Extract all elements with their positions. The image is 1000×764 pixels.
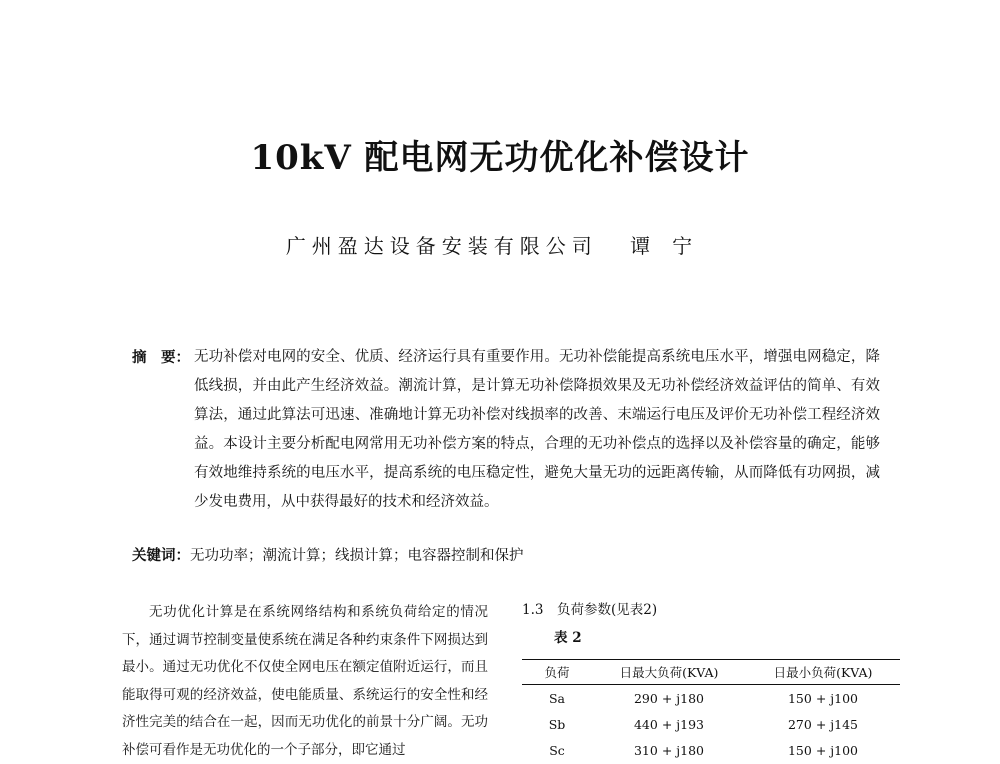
table-row: [522, 737, 900, 763]
affiliation: 广州盈达设备安装有限公司: [285, 234, 598, 258]
table-row: [522, 685, 900, 712]
table-cell: 440 + j193: [633, 716, 704, 732]
table-cell: 310 + j180: [633, 742, 704, 758]
table-header: 日最大负荷(KVA): [592, 660, 746, 685]
right-column: [522, 599, 900, 763]
author: 谭宁: [630, 234, 715, 258]
keywords-text: 无功功率；潮流计算；线损计算；电容器控制和保护: [190, 548, 524, 564]
table-caption: 表 2: [554, 630, 582, 646]
keywords-label: 关键词：: [132, 547, 190, 564]
table-cell: Sb: [548, 716, 566, 732]
table-header-row: [522, 660, 900, 685]
abstract-label: 摘 要：: [132, 349, 190, 366]
load-parameters-table: [522, 659, 900, 763]
table-header: 负荷: [522, 660, 592, 685]
body-paragraph: 无功优化计算是在系统网络结构和系统负荷给定的情况下，通过调节控制变量使系统在满足各种约束条件下网损达到最小。通过无功优化不仅使全网电压在额定值附近运行，而且能取得可观的经济效益，使电能质量、系统运行的安全性和经济性完美的结合在一起，因而无功优化的前景十分广阔。无功补偿可看作是无功优化的一个子部分，即它通过: [122, 604, 488, 758]
table-cell: 150 + j100: [787, 742, 858, 758]
table-cell: 290 + j180: [633, 690, 704, 706]
table-cell: 150 + j100: [787, 690, 858, 706]
abstract-text: 无功补偿对电网的安全、优质、经济运行具有重要作用。无功补偿能提高系统电压水平，增强电网稳定，降低线损，并由此产生经济效益。潮流计算，是计算无功补偿降损效果及无功补偿经济效益评估的简单、有效算法，通过此算法可迅速、准确地计算无功补偿对线损率的改善、末端运行电压及评价无功补偿工程经济效益。本设计主要分析配电网常用无功补偿方案的特点，合理的无功补偿点的选择以及补偿容量的确定，能够有效地维持系统的电压水平，提高系统的电压稳定性，避免大量无功的远距离传输，从而降低有功网损，减少发电费用，从中获得最好的技术和经济效益。: [194, 349, 880, 510]
byline: [0, 230, 1000, 259]
table-cell: Sc: [549, 742, 565, 758]
paper-title: 10kV 配电网无功优化补偿设计: [250, 138, 750, 178]
keywords: [132, 544, 880, 568]
section-heading: 1.3 负荷参数(见表2): [522, 602, 658, 618]
table-cell: Sa: [548, 690, 565, 706]
table-cell: 270 + j145: [787, 716, 858, 732]
table-row: [522, 711, 900, 737]
table-header: 日最小负荷(KVA): [746, 660, 900, 685]
abstract: [132, 343, 880, 517]
